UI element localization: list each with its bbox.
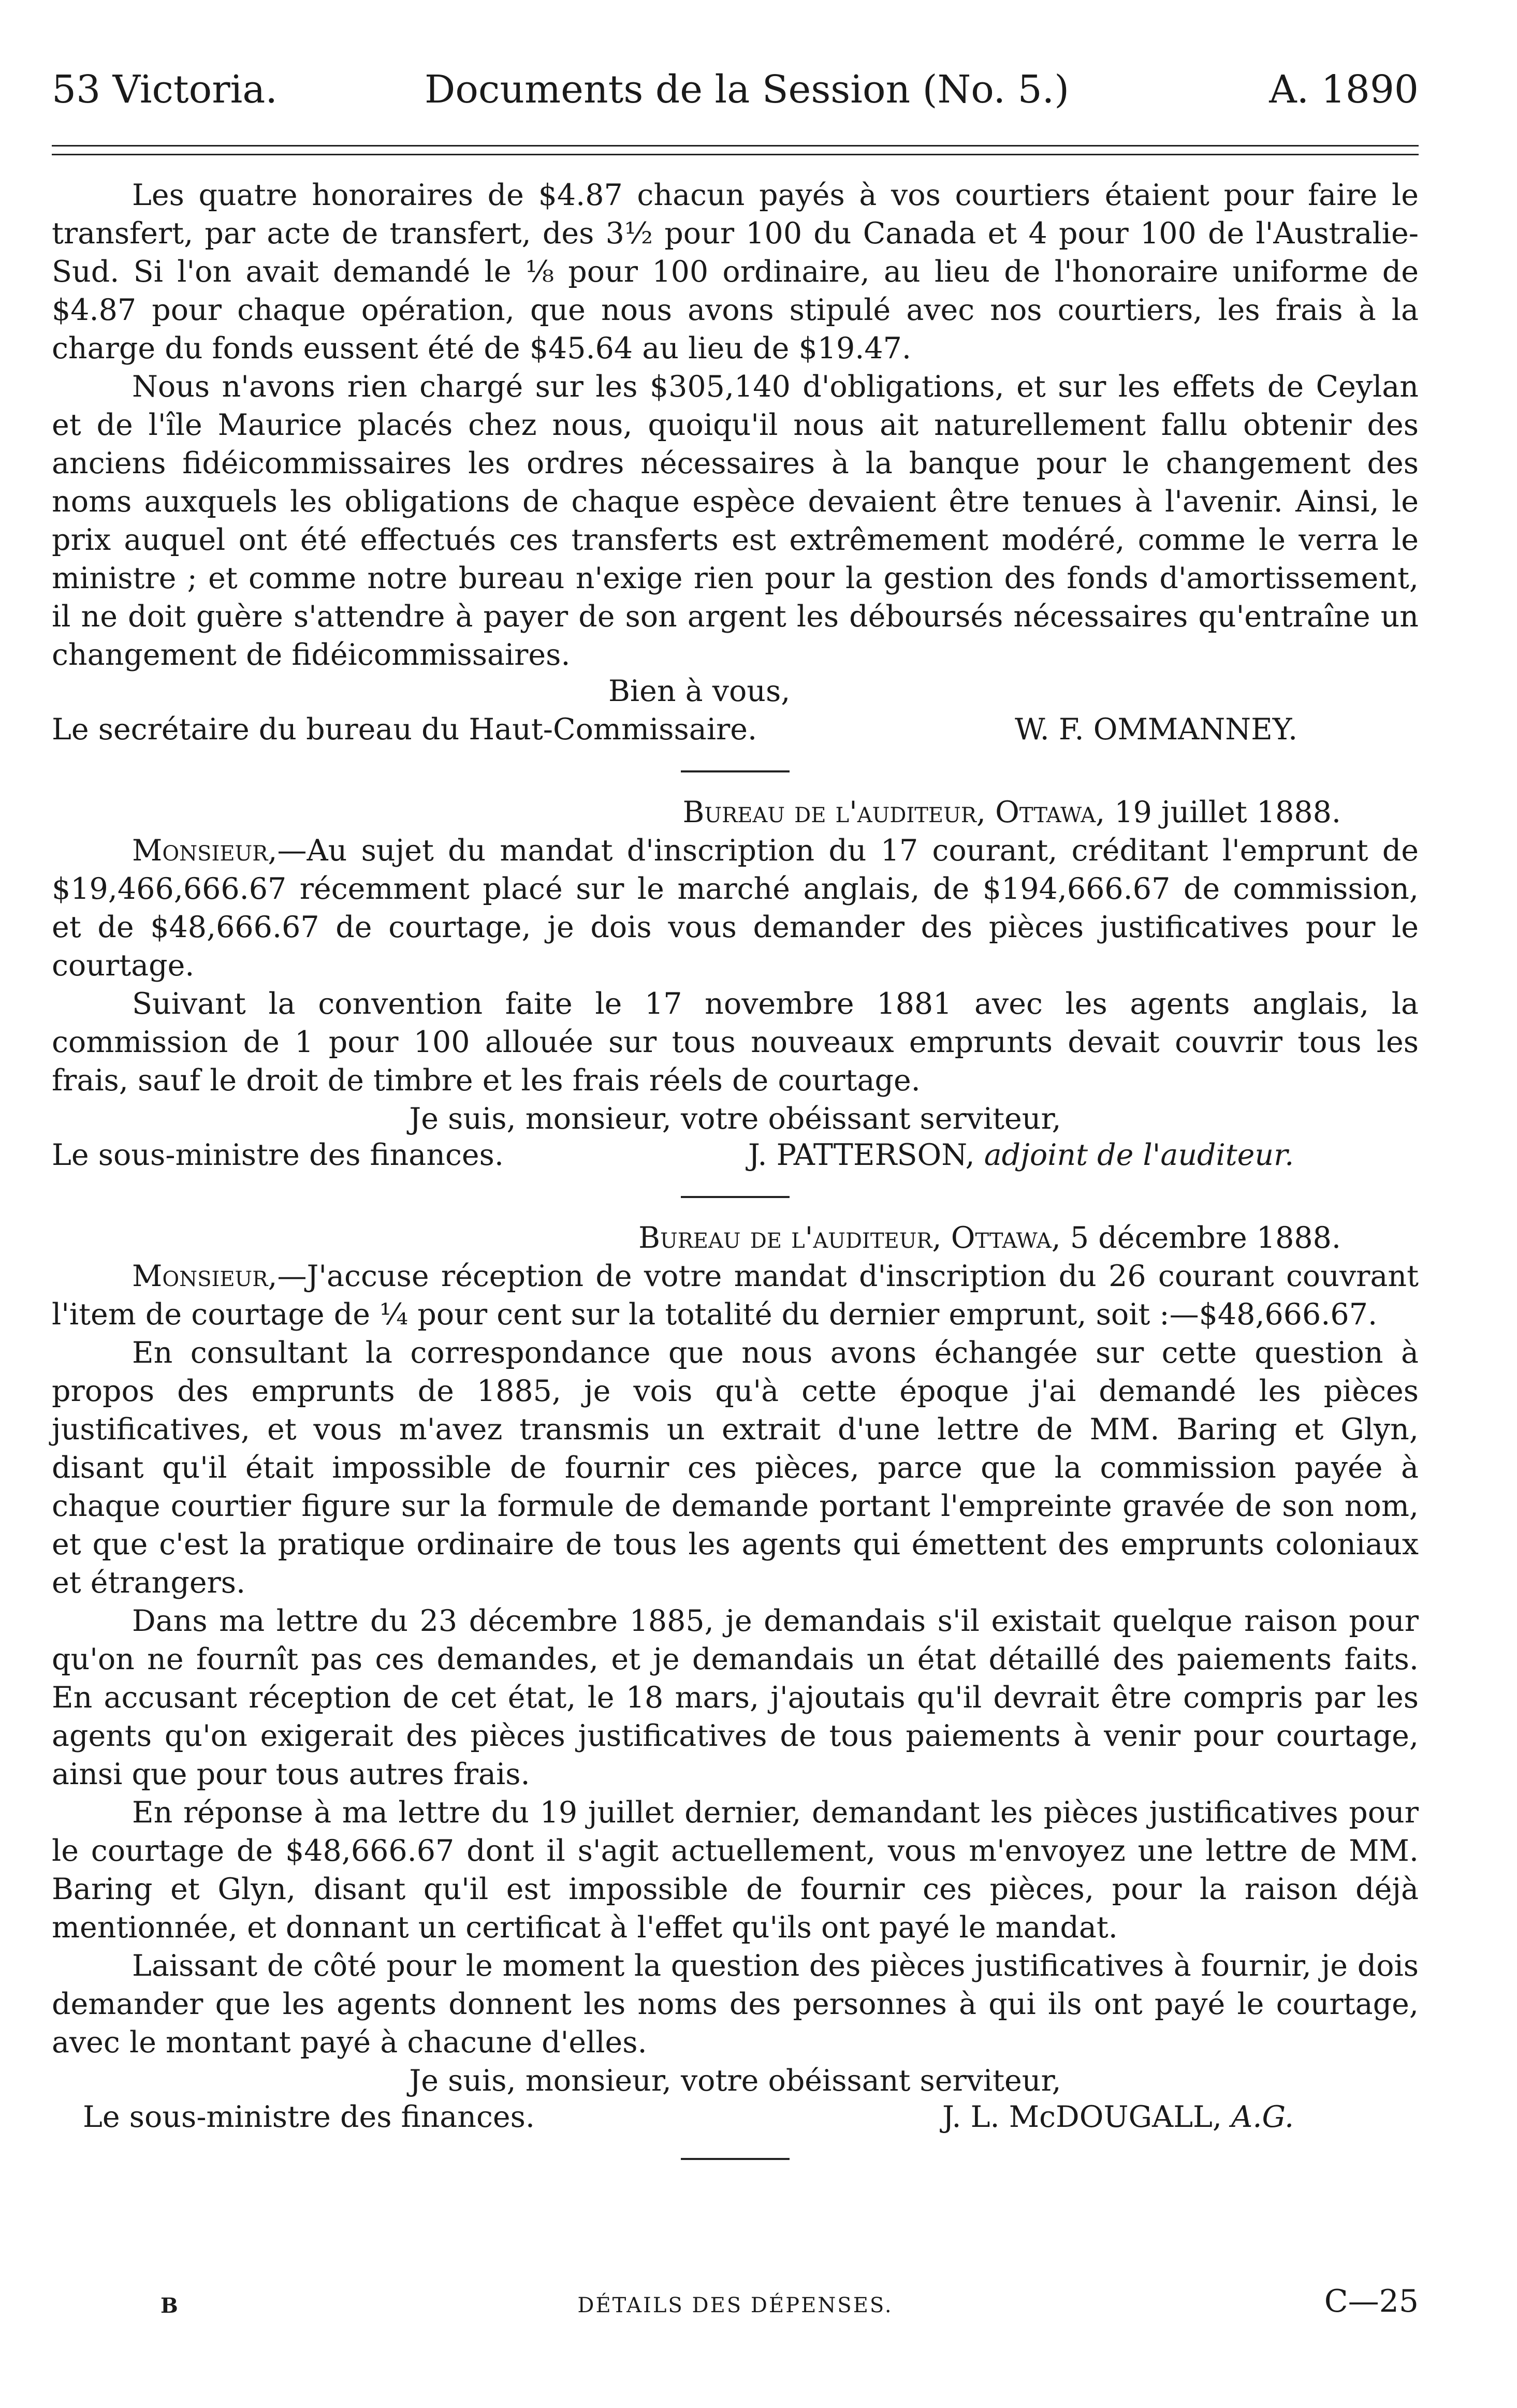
- header-session: 53 Victoria.: [52, 67, 278, 112]
- separator-rule: [681, 770, 790, 772]
- letter2-paragraph-1: [52, 831, 1419, 985]
- letter3-closing: Je suis, monsieur, votre obéissant serviteur,: [409, 2064, 1061, 2098]
- letter3-dateline-office: Bureau de l'auditeur, Ottawa,: [638, 1221, 1061, 1255]
- letter3-salutation: Monsieur,: [132, 1259, 278, 1293]
- letter1-closing: [52, 674, 1419, 712]
- letter1-signature-title: Le secrétaire du bureau du Haut-Commissaire.: [52, 712, 757, 747]
- letter3-paragraph-1: [52, 1257, 1419, 1334]
- letter3-signature-role: A.G.: [1231, 2100, 1294, 2134]
- letter1-paragraph-2: Nous n'avons rien chargé sur les $305,140 d'obligations, et sur les effets de Ceylan et de l'île Maurice placés chez nous, quoiqu'il nous ait naturellement fallu obtenir des anciens fidéicommissaires les ordres nécessaires à la banque pour le changement des noms auxquels les obligations de chaque espèce devaient être tenues à l'avenir. Ainsi, le prix auquel ont été effectués ces transferts est extrêmement modéré, comme le verra le ministre ; et comme notre bureau n'exige rien pour la gestion des fonds d'amortissement, il ne doit guère s'attendre à payer de son argent les déboursés nécessaires qu'entraîne un changement de fidéicommissaires.: [52, 370, 1419, 672]
- letter3-signature: [52, 2100, 1419, 2138]
- letter2-salutation: Monsieur,: [132, 834, 278, 868]
- letter1-paragraph-1: Les quatre honoraires de $4.87 chacun payés à vos courtiers étaient pour faire le transfert, par acte de transfert, des 3½ pour 100 du Canada et 4 pour 100 de l'Australie-Sud. Si l'on avait demandé le ⅛ pour 100 ordinaire, au lieu de l'honoraire uniforme de $4.87 pour chaque opération, que nous avons stipulé avec nos courtiers, les frais à la charge du fonds eussent été de $45.64 au lieu de $19.47.: [52, 178, 1419, 366]
- running-footer: [52, 2283, 1419, 2330]
- letter2-signature-role: adjoint de l'auditeur.: [984, 1138, 1294, 1172]
- letter2-signature-name: [748, 1138, 1294, 1172]
- header-double-rule: [52, 145, 1419, 155]
- separator-rule: [681, 1196, 790, 1198]
- header-title: Documents de la Session (No. 5.): [425, 67, 1070, 112]
- letter3-dateline-date: 5 décembre 1888.: [1070, 1221, 1341, 1255]
- footer-section-title: DÉTAILS DES DÉPENSES.: [577, 2294, 893, 2317]
- running-header: [52, 57, 1419, 119]
- letter2-dateline: [52, 793, 1419, 831]
- letter2-closing: Je suis, monsieur, votre obéissant serviteur,: [409, 1102, 1061, 1136]
- letter1-signature: [52, 712, 1419, 751]
- letter3-paragraph-2: En consultant la correspondance que nous avons échangée sur cette question à propos des emprunts de 1885, je vois qu'à cette époque j'ai demandé les pièces justificatives, et vous m'avez transmis un extrait d'une lettre de MM. Baring et Glyn, disant qu'il était impossible de fournir ces pièces, parce que la commission payée à chaque courtier figure sur la formule de demande portant l'empreinte gravée de son nom, et que c'est la pratique ordinaire de tous les agents qui émettent des emprunts coloniaux et étrangers.: [52, 1336, 1419, 1600]
- document-body: [52, 176, 1419, 2181]
- header-year: A. 1890: [1269, 67, 1419, 112]
- letter3-paragraph-4: En réponse à ma lettre du 19 juillet dernier, demandant les pièces justificatives pour le courtage de $48,666.67 dont il s'agit actuellement, vous m'envoyez une lettre de MM. Baring et Glyn, disant qu'il est impossible de fournir ces pièces, pour la raison déjà mentionnée, et donnant un certificat à l'effet qu'ils ont payé le mandat.: [52, 1796, 1419, 1945]
- letter3-paragraph-3: Dans ma lettre du 23 décembre 1885, je demandais s'il existait quelque raison pour qu'on ne fournît pas ces demandes, et je demandais un état détaillé des paiements faits. En accusant réception de cet état, le 18 mars, j'ajoutais qu'il devrait être compris par les agents qu'on exigerait des pièces justificatives de tous paiements à venir pour courtage, ainsi que pour tous autres frais.: [52, 1604, 1419, 1791]
- letter2-signature: [52, 1138, 1419, 1176]
- letter2-paragraph-1-text: —Au sujet du mandat d'inscription du 17 courant, créditant l'emprunt de $19,466,666.67 récemment placé sur le marché anglais, de $194,666.67 de commission, et de $48,666.67 de courtage, je dois vous demander des pièces justificatives pour le courtage.: [52, 834, 1419, 983]
- letter3-signature-title: Le sous-ministre des finances.: [83, 2100, 535, 2134]
- letter2-dateline-office: Bureau de l'auditeur, Ottawa,: [682, 795, 1105, 829]
- letter2-signature-title: Le sous-ministre des finances.: [52, 1138, 504, 1172]
- footer-signature-mark: B: [161, 2294, 178, 2318]
- document-page: [52, 57, 1419, 2134]
- footer-page-number: C—25: [1324, 2283, 1419, 2319]
- letter3-signature-person: J. L. McDOUGALL,: [942, 2100, 1222, 2134]
- letter1-signature-name: W. F. OMMANNEY.: [1015, 712, 1298, 747]
- letter2-dateline-date: 19 juillet 1888.: [1114, 795, 1341, 829]
- letter2-paragraph-2: Suivant la convention faite le 17 novembre 1881 avec les agents anglais, la commission de 1 pour 100 allouée sur tous nouveaux emprunts devait couvrir tous les frais, sauf le droit de timbre et les frais réels de courtage.: [52, 987, 1419, 1098]
- separator-rule: [681, 2158, 790, 2160]
- letter2-signature-person: J. PATTERSON,: [748, 1138, 975, 1172]
- letter3-signature-name: [942, 2100, 1294, 2134]
- letter3-paragraph-1-text: —J'accuse réception de votre mandat d'inscription du 26 courant couvrant l'item de courtage de ¼ pour cent sur la totalité du dernier emprunt, soit :—$48,666.67.: [52, 1259, 1419, 1332]
- letter3-paragraph-5: Laissant de côté pour le moment la question des pièces justificatives à fournir, je dois demander que les agents donnent les noms des personnes à qui ils ont payé le courtage, avec le montant payé à chacune d'elles.: [52, 1949, 1419, 2060]
- letter3-dateline: [52, 1219, 1419, 1257]
- letter1-closing-text: Bien à vous,: [608, 674, 791, 708]
